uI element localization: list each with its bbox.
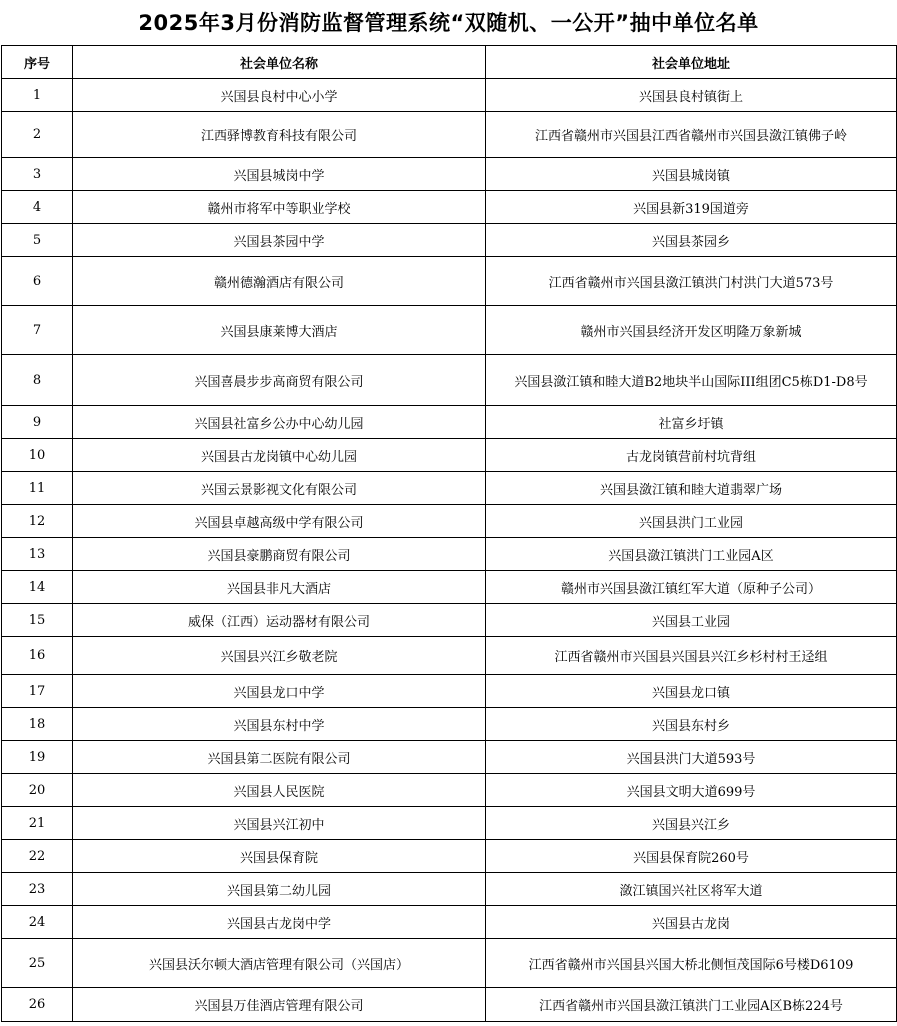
table-row <box>2 505 897 538</box>
row-index: 3 <box>2 158 73 191</box>
unit-name-cell: 兴国县沃尔顿大酒店管理有限公司（兴国店） <box>73 939 486 988</box>
unit-name-cell: 兴国县万佳酒店管理有限公司 <box>73 988 486 1022</box>
table-row <box>2 873 897 906</box>
row-index: 9 <box>2 406 73 439</box>
unit-name-cell: 赣州市将军中等职业学校 <box>73 191 486 224</box>
table-row <box>2 637 897 675</box>
row-index: 10 <box>2 439 73 472</box>
unit-address-cell: 兴国县保育院260号 <box>486 840 897 873</box>
unit-name-cell: 兴国县兴江初中 <box>73 807 486 840</box>
unit-address-cell: 江西省赣州市兴国县潋江镇洪门工业园A区B栋224号 <box>486 988 897 1022</box>
row-index: 12 <box>2 505 73 538</box>
header-name: 社会单位名称 <box>73 46 486 79</box>
header-row <box>2 46 897 79</box>
row-index: 20 <box>2 774 73 807</box>
unit-name-cell: 兴国县康莱博大酒店 <box>73 306 486 355</box>
table-row <box>2 906 897 939</box>
page-title: 2025年3月份消防监督管理系统“双随机、一公开”抽中单位名单 <box>138 11 759 35</box>
table-row <box>2 538 897 571</box>
table-row <box>2 774 897 807</box>
table-row <box>2 840 897 873</box>
table-row <box>2 306 897 355</box>
table-row <box>2 571 897 604</box>
unit-name-cell: 兴国县茶园中学 <box>73 224 486 257</box>
row-index: 25 <box>2 939 73 988</box>
table-row <box>2 355 897 406</box>
unit-name-cell: 兴国县东村中学 <box>73 708 486 741</box>
table-row <box>2 472 897 505</box>
header-address: 社会单位地址 <box>486 46 897 79</box>
unit-address-cell: 赣州市兴国县经济开发区明隆万象新城 <box>486 306 897 355</box>
unit-address-cell: 江西省赣州市兴国县江西省赣州市兴国县潋江镇佛子岭 <box>486 112 897 158</box>
table-row <box>2 112 897 158</box>
unit-address-cell: 兴国县茶园乡 <box>486 224 897 257</box>
unit-name-cell: 兴国县人民医院 <box>73 774 486 807</box>
table-row <box>2 406 897 439</box>
row-index: 26 <box>2 988 73 1022</box>
unit-name-cell: 兴国县社富乡公办中心幼儿园 <box>73 406 486 439</box>
table-row <box>2 675 897 708</box>
row-index: 7 <box>2 306 73 355</box>
row-index: 15 <box>2 604 73 637</box>
row-index: 24 <box>2 906 73 939</box>
unit-address-cell: 兴国县文明大道699号 <box>486 774 897 807</box>
unit-address-cell: 古龙岗镇营前村坑背组 <box>486 439 897 472</box>
table-row <box>2 604 897 637</box>
row-index: 16 <box>2 637 73 675</box>
row-index: 18 <box>2 708 73 741</box>
unit-table <box>1 45 897 1022</box>
table-row <box>2 708 897 741</box>
table-row <box>2 741 897 774</box>
row-index: 8 <box>2 355 73 406</box>
unit-address-cell: 兴国县潋江镇洪门工业园A区 <box>486 538 897 571</box>
unit-address-cell: 兴国县新319国道旁 <box>486 191 897 224</box>
unit-address-cell: 兴国县洪门大道593号 <box>486 741 897 774</box>
table-row <box>2 807 897 840</box>
unit-name-cell: 兴国云景影视文化有限公司 <box>73 472 486 505</box>
unit-name-cell: 江西驿博教育科技有限公司 <box>73 112 486 158</box>
unit-address-cell: 兴国县古龙岗 <box>486 906 897 939</box>
unit-name-cell: 兴国喜晨步步高商贸有限公司 <box>73 355 486 406</box>
table-row <box>2 158 897 191</box>
unit-name-cell: 兴国县非凡大酒店 <box>73 571 486 604</box>
unit-name-cell: 兴国县第二幼儿园 <box>73 873 486 906</box>
row-index: 4 <box>2 191 73 224</box>
unit-address-cell: 潋江镇国兴社区将军大道 <box>486 873 897 906</box>
table-row <box>2 939 897 988</box>
row-index: 22 <box>2 840 73 873</box>
unit-name-cell: 兴国县城岗中学 <box>73 158 486 191</box>
unit-address-cell: 兴国县潋江镇和睦大道B2地块半山国际III组团C5栋D1-D8号 <box>486 355 897 406</box>
row-index: 19 <box>2 741 73 774</box>
table-row <box>2 257 897 306</box>
unit-address-cell: 兴国县洪门工业园 <box>486 505 897 538</box>
table-row <box>2 191 897 224</box>
unit-name-cell: 兴国县良村中心小学 <box>73 79 486 112</box>
unit-address-cell: 兴国县龙口镇 <box>486 675 897 708</box>
unit-address-cell: 兴国县城岗镇 <box>486 158 897 191</box>
unit-name-cell: 兴国县第二医院有限公司 <box>73 741 486 774</box>
header-index: 序号 <box>2 46 73 79</box>
table-row <box>2 79 897 112</box>
row-index: 1 <box>2 79 73 112</box>
row-index: 17 <box>2 675 73 708</box>
unit-address-cell: 社富乡圩镇 <box>486 406 897 439</box>
unit-address-cell: 兴国县东村乡 <box>486 708 897 741</box>
row-index: 5 <box>2 224 73 257</box>
table-row <box>2 988 897 1022</box>
row-index: 6 <box>2 257 73 306</box>
unit-address-cell: 兴国县兴江乡 <box>486 807 897 840</box>
unit-name-cell: 赣州德瀚酒店有限公司 <box>73 257 486 306</box>
row-index: 14 <box>2 571 73 604</box>
unit-address-cell: 赣州市兴国县潋江镇红军大道（原种子公司） <box>486 571 897 604</box>
unit-name-cell: 兴国县古龙岗镇中心幼儿园 <box>73 439 486 472</box>
unit-address-cell: 江西省赣州市兴国县兴国大桥北侧恒茂国际6号楼D6109 <box>486 939 897 988</box>
row-index: 11 <box>2 472 73 505</box>
row-index: 13 <box>2 538 73 571</box>
table-row <box>2 224 897 257</box>
table-row <box>2 439 897 472</box>
row-index: 23 <box>2 873 73 906</box>
row-index: 2 <box>2 112 73 158</box>
unit-address-cell: 江西省赣州市兴国县潋江镇洪门村洪门大道573号 <box>486 257 897 306</box>
unit-name-cell: 兴国县兴江乡敬老院 <box>73 637 486 675</box>
unit-address-cell: 江西省赣州市兴国县兴国县兴江乡杉村村王迳组 <box>486 637 897 675</box>
unit-name-cell: 兴国县卓越高级中学有限公司 <box>73 505 486 538</box>
table-body <box>2 79 897 1022</box>
unit-name-cell: 兴国县古龙岗中学 <box>73 906 486 939</box>
unit-name-cell: 兴国县豪鹏商贸有限公司 <box>73 538 486 571</box>
unit-address-cell: 兴国县工业园 <box>486 604 897 637</box>
row-index: 21 <box>2 807 73 840</box>
unit-address-cell: 兴国县良村镇街上 <box>486 79 897 112</box>
unit-address-cell: 兴国县潋江镇和睦大道翡翠广场 <box>486 472 897 505</box>
unit-name-cell: 兴国县龙口中学 <box>73 675 486 708</box>
unit-name-cell: 威保（江西）运动器材有限公司 <box>73 604 486 637</box>
unit-name-cell: 兴国县保育院 <box>73 840 486 873</box>
